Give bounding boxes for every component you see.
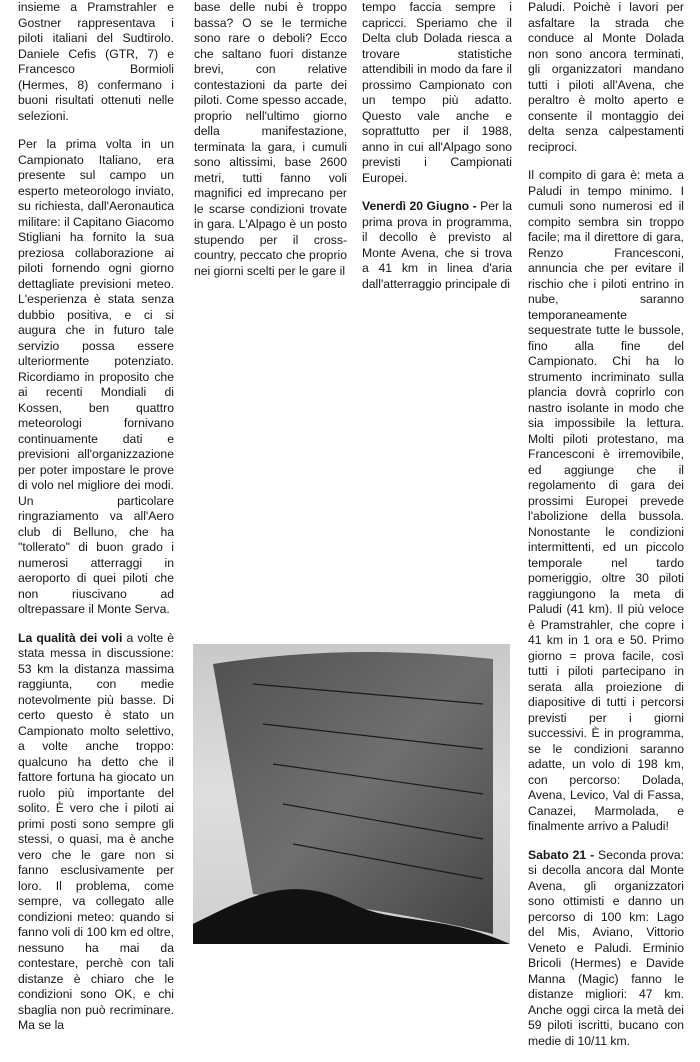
text-column-1 bbox=[18, 0, 174, 1047]
hang-glider-photo-art bbox=[193, 644, 510, 944]
text-column-2 bbox=[194, 0, 347, 292]
text-column-4 bbox=[528, 0, 684, 1062]
text-column-3 bbox=[362, 0, 512, 305]
paragraph-text: Il compito di gara è: meta a Paludi in tempo minimo. I cumuli sono numerosi ed il compito sembra sin troppo facile; ma il direttore di gara, Renzo Francesconi, annuncia che per evitare il rischio che i piloti entrino in nube, saranno temporaneamente sequestrate tutte le bussole, fino alla fine del Campionato. Chi ha lo strumento incriminato sulla plancia dovrà coprirlo con nastro isolante in modo che sia impossibile la lettura. Molti piloti protestano, ma Francesconi è irremovibile, ed aggiunge che il regolamento di gara dei prossimi Europei prevede l'abolizione della bussola. Nonostante le condizioni intermittenti, ed un piccolo temporale nel tardo pomeriggio, oltre 30 piloti raggiungono la meta di Paludi (41 km). Il più veloce è Pramstrahler, che copre i 41 km in 1 ora e 50. Primo giorno = prova facile, così tutti i piloti partecipano in serata alla proiezione di diapositive di tutti i percorsi previsti per i giorni successivi. È in programma, se le condizioni saranno adatte, un volo di 198 km, con percorso: Dolada, Avena, Levico, Val di Fassa, Canazei, Marmolada, e finalmente arrivo a Paludi! bbox=[528, 168, 684, 833]
paragraph-text: Paludi. Poichè i lavori per asfaltare la strada che conduce al Monte Dolada non sono ancora terminati, gli organizzatori mandano tutti i piloti all'Avena, che peraltro è molto aperto e consente il montaggio dei delta senza calpestamenti reciproci. bbox=[528, 0, 684, 154]
paragraph-text: tempo faccia sempre i capricci. Speriamo che il Delta club Dolada riesca a trovare statistiche attendibili in modo da fare il prossimo Campionato con un tempo più adatto. Questo vale anche e soprattutto per il 1988, anno in cui all'Alpago sono previsti i Campionati Europei. bbox=[362, 0, 512, 185]
paragraph bbox=[528, 0, 684, 155]
section-lead: La qualità dei voli bbox=[18, 630, 123, 645]
paragraph bbox=[194, 0, 347, 279]
paragraph-text: a volte è stata messa in discussione: 53 km la distanza massima raggiunta, con medie notevolmente più basse. Di certo questo è stato un Campionato molto selettivo, a volte anche troppo: qualcuno ha detto che il fattore fortuna ha giocato un ruolo più importante del solito. È vero che i piloti ai primi posti sono sempre gli stessi, o quasi, ma è anche vero che le gare non si fanno esclusivamente per loro. Il problema, come sempre, va collegato alle condizioni meteo: quando si fanno voli di 100 km ed oltre, nessuno ha mai da contestare, perchè con tali distanze è chiaro che le condizioni sono OK, e chi sbaglia non può recriminare. Ma se la bbox=[18, 630, 174, 1032]
paragraph bbox=[528, 168, 684, 835]
paragraph bbox=[18, 137, 174, 618]
section-lead: Venerdì 20 Giugno - bbox=[362, 199, 477, 213]
paragraph bbox=[362, 0, 512, 186]
paragraph bbox=[18, 631, 174, 1034]
paragraph bbox=[528, 848, 684, 1050]
paragraph bbox=[362, 199, 512, 292]
paragraph-text: Per la prima prova in programma, il decollo è previsto al Monte Avena, che si trova a 41 km in linea d'aria dall'atterraggio principale di bbox=[362, 199, 512, 291]
paragraph-text: Per la prima volta in un Campionato Italiano, era presente sul campo un esperto meteorologo inviato, su richiesta, dall'Aeronautica militare: il Capitano Giacomo Stigliani ha fornito la sua preziosa collaborazione ai piloti fornendo ogni giorno dettagliate previsioni meteo. L'esperienza è stata senza dubbio positiva, e ci si augura che in futuro tale servizio possa essere ulteriormente potenziato. Ricordiamo in proposito che ai recenti Mondiali di Kossen, ben quattro meteorologi fornivano continuamente dati e previsioni all'organizzazione per poter impostare le prove di volo nel migliore dei modi. Un particolare ringraziamento va all'Aero club di Belluno, che ha "tollerato" di buon grado i numerosi atterraggi in aeroporto di quei piloti che non riuscivano ad oltrepassare il Monte Serva. bbox=[18, 137, 174, 616]
glider-sail bbox=[213, 652, 493, 934]
paragraph bbox=[18, 0, 174, 124]
paragraph-text: base delle nubi è troppo bassa? O se le termiche sono rare o deboli? Ecco che saltano fuori distanze brevi, con relative contestazioni da parte dei piloti. Come spesso accade, proprio nell'ultimo giorno della manifestazione, terminata la gara, i cumuli sono altissimi, base 2600 metri, tutti fanno voli magnifici ed imprecano per le scarse condizioni trovate in gara. L'Alpago è un posto stupendo per il cross-country, peccato che proprio nei giorni scelti per le gare il bbox=[194, 0, 347, 278]
paragraph-text: Seconda prova: si decolla ancora dal Monte Avena, gli organizzatori sono ottimisti e danno un percorso di 100 km: Lago del Mis, Aviano, Vittorio Veneto e Paludi. Erminio Bricoli (Hermes) e Davide Manna (Magic) fanno le distanze migliori: 47 km. Anche oggi circa la metà dei 59 piloti iscritti, bucano con medie di 10/11 km. bbox=[528, 847, 684, 1048]
section-lead: Sabato 21 - bbox=[528, 847, 595, 862]
paragraph-text: insieme a Pramstrahler e Gostner rappresentava i piloti italiani del Sudtirolo. Daniele Cefis (GTR, 7) e Francesco Bormioli (Hermes, 8) confermano i buoni risultati ottenuti nelle selezioni. bbox=[18, 0, 174, 123]
